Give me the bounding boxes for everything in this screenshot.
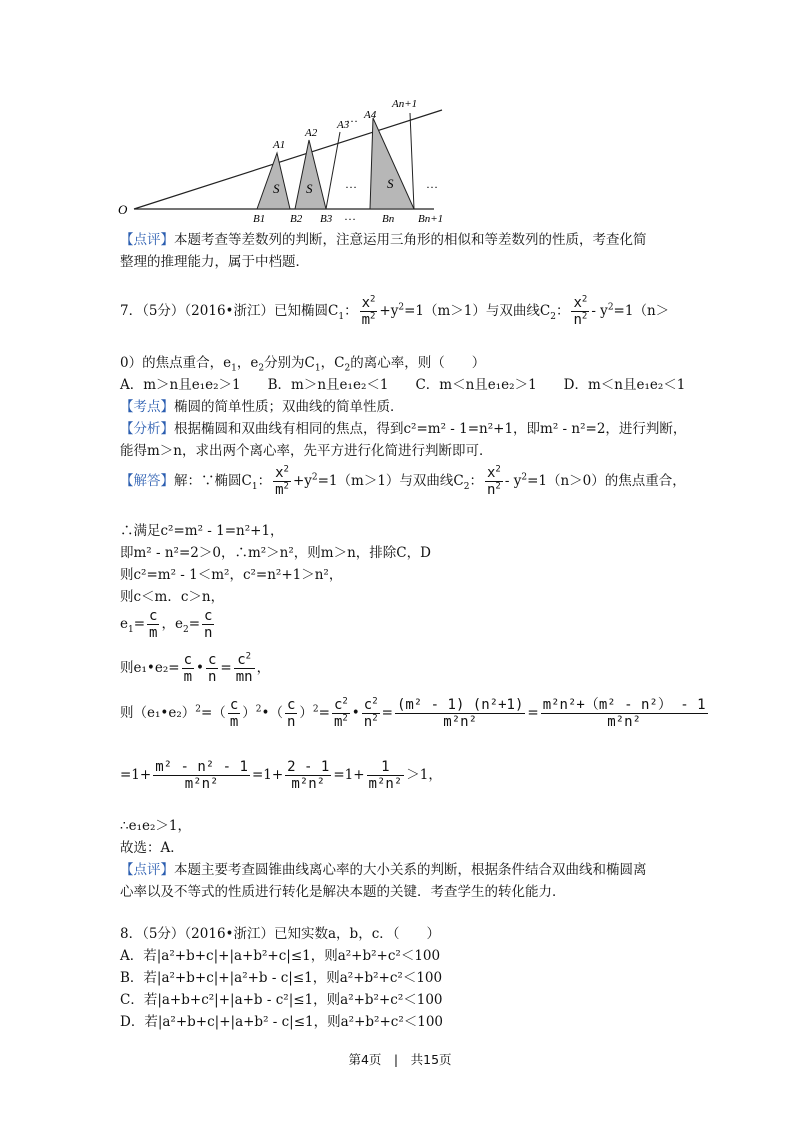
dots-right: … bbox=[426, 177, 438, 191]
page-footer: 第4页 | 共15页 bbox=[348, 1052, 452, 1067]
label-b2: B2 bbox=[290, 213, 303, 224]
label-a1: A1 bbox=[273, 139, 286, 151]
dots-mid: … bbox=[345, 177, 357, 191]
q7-kaodian: 【考点】椭圆的简单性质；双曲线的简单性质． bbox=[120, 399, 404, 415]
s-label-2: S bbox=[306, 181, 313, 196]
q8-option-a: A．若|a²+b+c|+|a+b²+c|≤1，则a²+b²+c²＜100 bbox=[120, 948, 441, 964]
q7-fenxi-line1: 【分析】根据椭圆和双曲线有相同的焦点，得到c²=m² - 1=n²+1，即m² - n²=2，进行判断， bbox=[120, 421, 687, 437]
s-label-n: S bbox=[387, 176, 394, 191]
q7-step2: 即m² - n²=2＞0，∴m²＞n²，则m＞n，排除C，D bbox=[120, 545, 431, 561]
q7-therefore: ∴e₁e₂＞1， bbox=[120, 818, 191, 834]
q7-dianping-line1: 【点评】本题主要考查圆锥曲线离心率的大小关系的判断，根据条件结合双曲线和椭圆离 bbox=[120, 862, 647, 878]
q6-comment-text1: 本题考查等差数列的判断，注意运用三角形的相似和等差数列的性质，考查化简 bbox=[174, 232, 647, 248]
q8-option-d: D．若|a²+b+c|+|a+b² - c|≤1，则a²+b²+c²＜100 bbox=[120, 1014, 444, 1030]
line-bn1-an1 bbox=[410, 113, 414, 209]
triangle-2 bbox=[295, 140, 326, 209]
q7-jieda-line: 【解答】解：∵椭圆$C_1$： $\frac{x^2}{m^2}$ $+y^2=1(m>1)$与双曲线$C_2$： $\frac{x^2}{n^2}$ - $y^2=1(n>0)$的焦点重合， bbox=[120, 464, 686, 499]
origin-label: O bbox=[118, 202, 128, 217]
dots-base: … bbox=[344, 209, 356, 223]
q6-comment-tag: 【点评】 bbox=[120, 232, 174, 248]
q7-step4: 则c＜m．c＞n， bbox=[120, 589, 225, 605]
q7-ellipse-frac: $\frac{x^2}{m^2}$ bbox=[361, 294, 376, 329]
label-an1: An+1 bbox=[392, 98, 418, 110]
q7-e-defs: $e_1=$ $\frac{c}{m}$ ，$e_2=$ $\frac{c}{n}$ bbox=[120, 608, 213, 642]
q7-dianping-line2: 心率以及不等式的性质进行转化是解决本题的关键．考查学生的转化能力． bbox=[120, 884, 566, 900]
label-b1: B1 bbox=[253, 213, 266, 224]
label-b3: B3 bbox=[320, 213, 333, 224]
label-a3: A3 bbox=[337, 119, 350, 131]
q7-step3: 则c²=m² - 1＜m²，c²=n²+1＞n²， bbox=[120, 567, 343, 583]
triangle-figure bbox=[112, 96, 458, 224]
q8-option-b: B．若|a²+b+c|+|a²+b - c|≤1，则a²+b²+c²＜100 bbox=[120, 970, 443, 986]
label-a4: A4 bbox=[364, 109, 377, 121]
line-b3-a3 bbox=[326, 132, 340, 209]
q6-comment-line1 bbox=[120, 228, 647, 248]
dots-top: … bbox=[346, 111, 358, 125]
q7-line1: 7．（5分）（2016•浙江）已知椭圆$C_1$： $\frac{x^2}{m^2}$ $+y^2=1(m>1)$与双曲线$C_2$： $\frac{x^2}{n^2}$ - $y^2=1(n>$ bbox=[120, 294, 670, 329]
q7-e-product: 则e₁•e₂= $\frac{c}{m}$ • $\frac{c}{n}$ = $\frac{c^2}{mn}$ ， bbox=[120, 651, 271, 686]
label-bn1: Bn+1 bbox=[418, 213, 444, 224]
q7-squared-line: 则（e₁•e₂）$^2$=（ $\frac{c}{m}$ ）$^2$•（ $\frac{c}{n}$ ）$^2$= $\frac{c^2}{m^2}$ • $\frac{c^2}{n^2}$ = $\frac{\text{(m² - 1) (n²+1)}}{\text{m²n²}}$ = $\frac{\text{m²n²+（m² - n²） - 1}}{\text{m²n²}}$ bbox=[120, 696, 706, 731]
q8-option-c: C．若|a+b+c²|+|a+b - c²|≤1，则a²+b²+c²＜100 bbox=[120, 992, 443, 1008]
q7-step1: ∴满足c²=m² - 1=n²+1， bbox=[120, 523, 284, 539]
q7-result-line: =1+ $\frac{\text{m² - n² - 1}}{\text{m²n²}}$ =1+ $\frac{2 - 1}{\text{m²n²}}$ =1+ $\frac{1}{\text{m²n²}}$ ＞1， bbox=[120, 759, 442, 793]
s-label-1: S bbox=[273, 181, 280, 196]
label-a2: A2 bbox=[305, 127, 318, 139]
q6-comment-line2: 整理的推理能力，属于中档题． bbox=[120, 254, 309, 270]
triangle-n bbox=[370, 118, 414, 209]
q7-fenxi-line2: 能得m＞n，求出两个离心率，先平方进行化简进行判断即可． bbox=[120, 443, 493, 459]
q7-line2: 0）的焦点重合，$e_1$，$e_2$分别为$C_1$，$C_2$的离心率，则（ ） bbox=[120, 355, 486, 374]
q7-options: A．m＞n且e₁e₂＞1 B．m＞n且e₁e₂＜1 C．m＜n且e₁e₂＞1 D．m＜n且e₁e₂＜1 bbox=[120, 377, 686, 393]
label-bn: Bn bbox=[382, 213, 395, 224]
q7-answer: 故选：A． bbox=[120, 840, 184, 856]
q7-hyperbola-frac: $\frac{x^2}{n^2}$ bbox=[573, 294, 588, 329]
q8-head: 8．（5分）（2016•浙江）已知实数a，b，c．（ ） bbox=[120, 926, 440, 942]
